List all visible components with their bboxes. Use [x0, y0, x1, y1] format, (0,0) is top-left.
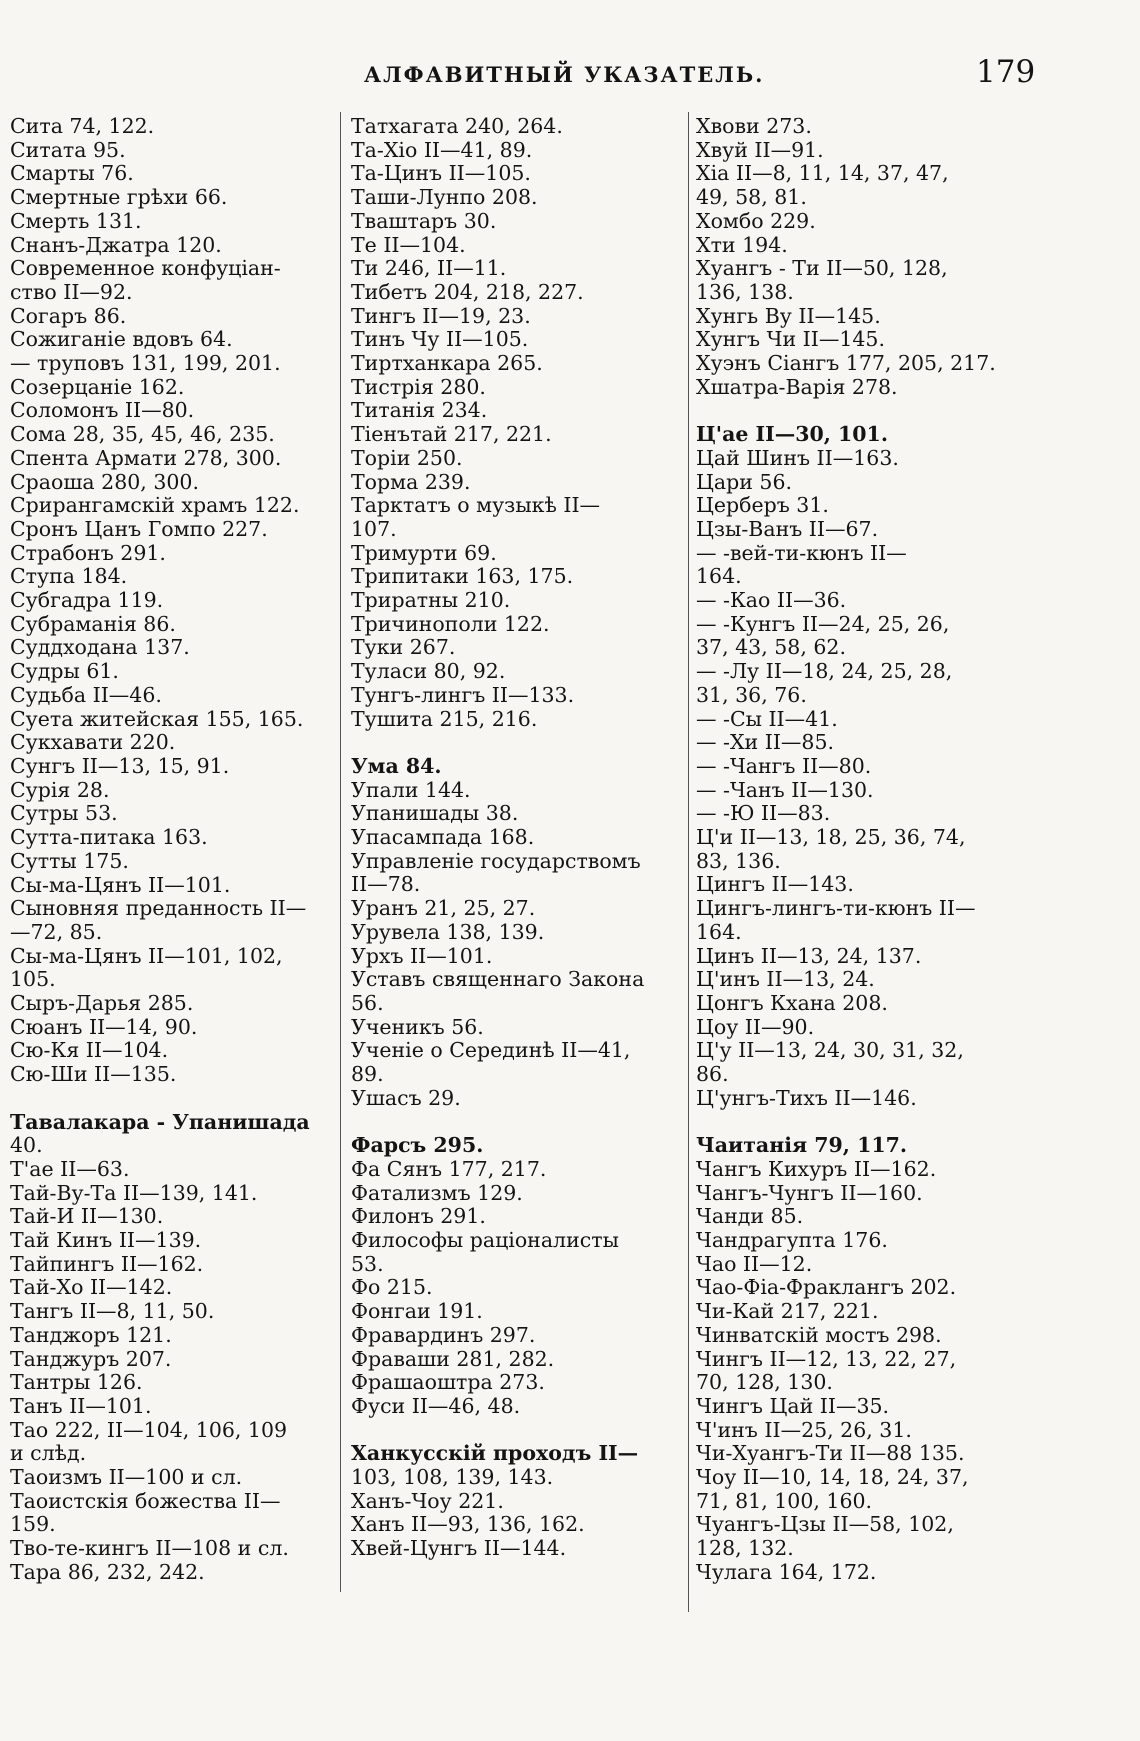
index-entry: 164.: [696, 564, 742, 589]
index-entry: 164.: [696, 919, 742, 944]
index-entry: Смарты 76.: [10, 161, 134, 186]
index-entry: 105.: [10, 967, 56, 992]
index-entry: Чингъ Цай II—35.: [696, 1393, 890, 1418]
index-entry: Церберъ 31.: [696, 493, 829, 518]
page-number: 179: [976, 54, 1036, 90]
index-entry: Сыръ-Дарья 285.: [10, 991, 194, 1016]
section-gap: [351, 1111, 676, 1135]
index-entry: Упали 144.: [351, 777, 471, 802]
index-entry: — -вей-ти-кюнъ II—: [696, 540, 907, 565]
index-entry: Смерть 131.: [10, 208, 142, 233]
index-entry: Тво-те-кингъ II—108 и сл.: [10, 1536, 289, 1561]
index-entry: Хуэнъ Сіангъ 177, 205, 217.: [696, 351, 996, 376]
index-entry: Тваштаръ 30.: [351, 208, 497, 233]
index-entry: 71, 81, 100, 160.: [696, 1488, 873, 1513]
index-entry: Уставъ священнаго Закона: [351, 967, 645, 992]
index-entry: Та-Хіо II—41, 89.: [351, 137, 533, 162]
index-entry: Сутры 53.: [10, 801, 118, 826]
index-entry: 70, 128, 130.: [696, 1370, 833, 1395]
index-entry: и слѣд.: [10, 1441, 87, 1466]
index-entry: Сы-ма-Цянъ II—101, 102,: [10, 943, 283, 968]
index-entry: Фарсъ 295.: [351, 1133, 484, 1158]
index-entry: Тангъ II—8, 11, 50.: [10, 1299, 215, 1324]
index-entry: Тричинополи 122.: [351, 611, 550, 636]
index-entry: Ц'инъ II—13, 24.: [696, 967, 875, 992]
index-entry: Снанъ-Джатра 120.: [10, 232, 222, 257]
index-entry: Срирангамскій храмъ 122.: [10, 493, 300, 518]
index-entry: Ханъ-Чоу 221.: [351, 1488, 504, 1513]
index-entry: Туласи 80, 92.: [351, 659, 506, 684]
index-entry: 37, 43, 58, 62.: [696, 635, 846, 660]
index-entry: Упанишады 38.: [351, 801, 519, 826]
index-entry: Сожиганіе вдовъ 64.: [10, 327, 233, 352]
index-entry: Та-Цинъ II—105.: [351, 161, 531, 186]
index-entry: Чоу II—10, 14, 18, 24, 37,: [696, 1465, 969, 1490]
column-divider: [340, 112, 341, 1592]
section-gap: [696, 1111, 1026, 1135]
index-entry: 53.: [351, 1251, 384, 1276]
index-entry: 49, 58, 81.: [696, 185, 807, 210]
index-entry: Тіенътай 217, 221.: [351, 422, 552, 447]
index-entry: Сюанъ II—14, 90.: [10, 1014, 198, 1039]
index-entry: Сунгъ II—13, 15, 91.: [10, 753, 230, 778]
index-entry: — -Хи II—85.: [696, 730, 835, 755]
index-entry: Фатализмъ 129.: [351, 1180, 523, 1205]
index-entry: Тай-Ву-Та II—139, 141.: [10, 1180, 258, 1205]
index-entry: — -Сы II—41.: [696, 706, 838, 731]
index-entry: Хшатра-Варія 278.: [696, 374, 898, 399]
index-entry: Цай Шинъ II—163.: [696, 445, 899, 470]
index-entry: Сукхавати 220.: [10, 730, 176, 755]
index-entry: Чуангъ-Цзы II—58, 102,: [696, 1512, 954, 1537]
index-entry: Фо 215.: [351, 1275, 433, 1300]
index-entry: Цингъ-лингъ-ти-кюнъ II—: [696, 896, 976, 921]
index-entry: Чандрагупта 176.: [696, 1228, 888, 1253]
index-entry: Титанія 234.: [351, 398, 488, 423]
index-entry: Хуангъ - Ти II—50, 128,: [696, 256, 948, 281]
index-entry: 83, 136.: [696, 848, 781, 873]
index-entry: Чао II—12.: [696, 1251, 813, 1276]
index-entry: Ханкусскій проходъ II—: [351, 1441, 639, 1466]
index-entry: Спента Армати 278, 300.: [10, 445, 282, 470]
index-entry: Сурія 28.: [10, 777, 110, 802]
index-entry: Субгадра 119.: [10, 588, 164, 613]
index-entry: Торма 239.: [351, 469, 471, 494]
index-entry: 31, 36, 76.: [696, 682, 807, 707]
index-entry: Управленіе государствомъ: [351, 848, 641, 873]
index-entry: 128, 132.: [696, 1536, 794, 1561]
index-entry: Хунгъ Чи II—145.: [696, 327, 885, 352]
index-entry: Чангъ Кихуръ II—162.: [696, 1156, 937, 1181]
index-entry: Танджоръ 121.: [10, 1322, 172, 1347]
index-entry: 56.: [351, 991, 384, 1015]
index-entry: Хвови 273.: [696, 114, 812, 138]
index-entry: Сутты 175.: [10, 848, 129, 873]
index-entry: Трипитаки 163, 175.: [351, 564, 574, 589]
index-entry: — -Кунгъ II—24, 25, 26,: [696, 611, 950, 636]
index-entry: Чи-Хуангъ-Ти II—88 135.: [696, 1441, 965, 1466]
index-column-1: [10, 115, 330, 1585]
index-entry: Судры 61.: [10, 659, 119, 684]
index-entry: — -Ю II—83.: [696, 801, 831, 826]
index-entry: Татхагата 240, 264.: [351, 114, 563, 138]
section-gap: [351, 731, 676, 755]
index-entry: Ц'унгъ-Тихъ II—146.: [696, 1085, 917, 1110]
section-gap: [351, 1419, 676, 1443]
index-entry: Цонгъ Кхана 208.: [696, 991, 888, 1015]
index-entry: Туки 267.: [351, 635, 456, 660]
index-entry: — -Као II—36.: [696, 588, 847, 613]
index-entry: Таши-Лунпо 208.: [351, 185, 538, 210]
index-entry: 89.: [351, 1062, 384, 1087]
index-entry: Чао-Фіа-Фраклангъ 202.: [696, 1275, 957, 1300]
index-entry: Суета житейская 155, 165.: [10, 706, 304, 731]
index-entry: Созерцаніе 162.: [10, 374, 185, 399]
index-entry: Ц'и II—13, 18, 25, 36, 74,: [696, 825, 966, 850]
index-entry: Хвуй II—91.: [696, 137, 824, 162]
index-entry: Ч'инъ II—25, 26, 31.: [696, 1417, 912, 1442]
index-entry: Тао 222, II—104, 106, 109: [10, 1417, 288, 1442]
index-entry: Тистрія 280.: [351, 374, 486, 399]
index-entry: Фраваши 281, 282.: [351, 1346, 555, 1371]
index-entry: Чаитанія 79, 117.: [696, 1133, 907, 1158]
index-entry: — -Лу II—18, 24, 25, 28,: [696, 659, 953, 684]
index-entry: Тавалакара - Упанишада: [10, 1109, 310, 1134]
index-entry: Цинъ II—13, 24, 137.: [696, 943, 922, 968]
index-entry: Уранъ 21, 25, 27.: [351, 896, 536, 921]
index-entry: Сронъ Цанъ Гомпо 227.: [10, 516, 268, 541]
index-entry: Философы раціоналисты: [351, 1228, 619, 1253]
section-gap: [10, 1087, 330, 1111]
index-entry: Чингъ II—12, 13, 22, 27,: [696, 1346, 957, 1371]
index-entry: Танъ II—101.: [10, 1393, 152, 1418]
index-entry: Хунгь Ву II—145.: [696, 303, 881, 328]
index-entry: Чанди 85.: [696, 1204, 804, 1229]
index-entry: Тарктатъ о музыкѣ II—: [351, 493, 601, 518]
index-entry: ство II—92.: [10, 279, 133, 304]
index-entry: Ученіе о Серединѣ II—41,: [351, 1038, 631, 1063]
index-entry: Тримурти 69.: [351, 540, 497, 565]
index-entry: Хіа II—8, 11, 14, 37, 47,: [696, 161, 949, 186]
index-entry: Фа Сянъ 177, 217.: [351, 1156, 547, 1181]
index-entry: Хвей-Цунгъ II—144.: [351, 1536, 567, 1561]
index-entry: Соломонъ II—80.: [10, 398, 195, 423]
index-entry: Тингъ II—19, 23.: [351, 303, 531, 328]
index-entry: Танджуръ 207.: [10, 1346, 172, 1371]
index-entry: Сыновняя преданность II—: [10, 896, 307, 921]
page-header-title: АЛФАВИТНЫЙ УКАЗАТЕЛЬ.: [364, 62, 765, 87]
index-entry: Субраманія 86.: [10, 611, 176, 636]
index-entry: 40.: [10, 1133, 43, 1158]
index-entry: Судьба II—46.: [10, 682, 162, 707]
index-entry: Тай-И II—130.: [10, 1204, 164, 1229]
index-entry: —72, 85.: [10, 919, 103, 944]
index-entry: Тантры 126.: [10, 1370, 143, 1395]
index-entry: Таоистскія божества II—: [10, 1488, 281, 1513]
index-entry: Упасампада 168.: [351, 825, 535, 850]
index-entry: Триратны 210.: [351, 588, 511, 613]
index-entry: 159.: [10, 1512, 56, 1537]
index-entry: Тай-Хо II—142.: [10, 1275, 173, 1300]
index-entry: Цзы-Ванъ II—67.: [696, 516, 879, 541]
index-entry: Цоу II—90.: [696, 1014, 815, 1039]
index-entry: Фонгаи 191.: [351, 1299, 483, 1324]
index-entry: Урхъ II—101.: [351, 943, 493, 968]
index-entry: Сраоша 280, 300.: [10, 469, 199, 494]
index-entry: — труповъ 131, 199, 201.: [10, 351, 281, 376]
index-entry: Ситата 95.: [10, 137, 126, 162]
index-entry: Фравардинъ 297.: [351, 1322, 536, 1347]
column-divider: [688, 112, 689, 1612]
index-entry: Тиртханкара 265.: [351, 351, 543, 376]
index-entry: Страбонъ 291.: [10, 540, 166, 565]
index-entry: Тибетъ 204, 218, 227.: [351, 279, 584, 304]
index-entry: Тинъ Чу II—105.: [351, 327, 529, 352]
index-entry: Филонъ 291.: [351, 1204, 486, 1229]
index-entry: Тай Кинъ II—139.: [10, 1228, 202, 1253]
index-entry: Сю-Ши II—135.: [10, 1062, 177, 1087]
index-entry: Чангъ-Чунгъ II—160.: [696, 1180, 923, 1205]
index-entry: Сю-Кя II—104.: [10, 1038, 169, 1063]
index-entry: Фуси II—46, 48.: [351, 1393, 521, 1418]
index-entry: Тайпингъ II—162.: [10, 1251, 204, 1276]
index-entry: Те II—104.: [351, 232, 466, 257]
index-entry: Ушасъ 29.: [351, 1085, 461, 1110]
index-entry: Цингъ II—143.: [696, 872, 854, 897]
index-entry: Ума 84.: [351, 753, 442, 778]
index-entry: Сома 28, 35, 45, 46, 235.: [10, 422, 275, 447]
index-entry: 103, 108, 139, 143.: [351, 1465, 554, 1490]
index-entry: II—78.: [351, 872, 421, 897]
index-entry: Цари 56.: [696, 469, 793, 494]
index-entry: Ступа 184.: [10, 564, 128, 589]
index-entry: Торіи 250.: [351, 445, 463, 470]
index-entry: Чи-Кай 217, 221.: [696, 1299, 879, 1324]
index-entry: Хти 194.: [696, 232, 788, 257]
section-gap: [696, 399, 1026, 423]
index-entry: Ти 246, II—11.: [351, 256, 507, 281]
index-entry: Сита 74, 122.: [10, 114, 155, 138]
index-entry: Таоизмъ II—100 и сл.: [10, 1465, 243, 1490]
index-entry: — -Чангъ II—80.: [696, 753, 872, 778]
index-entry: Урувела 138, 139.: [351, 919, 545, 944]
index-entry: Тунгъ-лингъ II—133.: [351, 682, 575, 707]
index-entry: Хомбо 229.: [696, 208, 816, 233]
index-entry: 86.: [696, 1062, 729, 1087]
index-entry: Т'ае II—63.: [10, 1156, 130, 1181]
index-entry: Смертные грѣхи 66.: [10, 185, 228, 210]
index-entry: Ученикъ 56.: [351, 1014, 484, 1039]
index-entry: Сутта-питака 163.: [10, 825, 208, 850]
index-entry: Фрашаоштра 273.: [351, 1370, 545, 1395]
index-column-3: [696, 115, 1026, 1585]
index-entry: Ханъ II—93, 136, 162.: [351, 1512, 585, 1537]
index-entry: Сы-ма-Цянъ II—101.: [10, 872, 231, 897]
index-entry: 107.: [351, 516, 397, 541]
index-entry: Согаръ 86.: [10, 303, 127, 328]
index-entry: 136, 138.: [696, 279, 794, 304]
index-entry: Ц'ае II—30, 101.: [696, 422, 888, 447]
index-entry: Чулага 164, 172.: [696, 1559, 877, 1584]
index-entry: Современное конфуціан-: [10, 256, 281, 281]
index-entry: Чинватскій мостъ 298.: [696, 1322, 942, 1347]
index-entry: — -Чанъ II—130.: [696, 777, 874, 802]
index-entry: Ц'у II—13, 24, 30, 31, 32,: [696, 1038, 964, 1063]
index-column-2: [351, 115, 676, 1561]
index-entry: Тушита 215, 216.: [351, 706, 538, 731]
index-entry: Тара 86, 232, 242.: [10, 1559, 205, 1584]
index-entry: Суддходана 137.: [10, 635, 190, 660]
